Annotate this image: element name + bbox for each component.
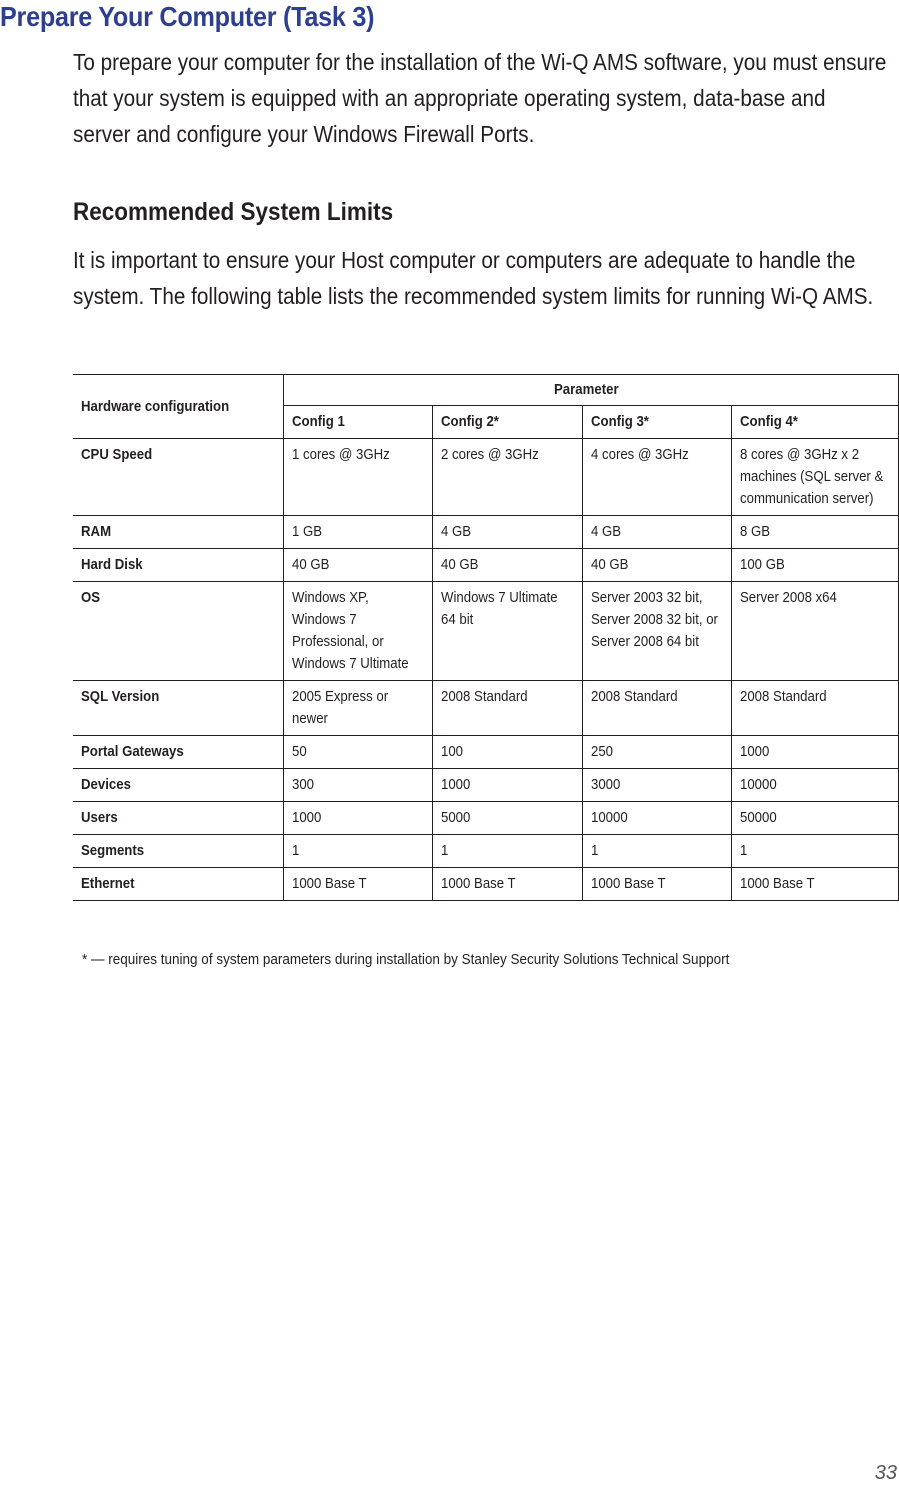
table-cell: 8 cores @ 3GHz x 2 machines (SQL server & communication server) [731,439,898,516]
table-cell: 1000 Base T [283,868,432,901]
table-cell: 50 [283,736,432,769]
row-label: Segments [73,835,283,868]
table-cell: 1000 Base T [582,868,731,901]
table-cell: 40 GB [283,549,432,582]
table-row [73,802,898,835]
table-body [73,439,898,901]
table-row [73,681,898,736]
row-label: Portal Gateways [73,736,283,769]
table-cell: 1 [731,835,898,868]
table-cell: 1 [582,835,731,868]
table-cell: 2008 Standard [731,681,898,736]
intro-paragraph: To prepare your computer for the installation of the Wi-Q AMS software, you must ensure that your system is equipped with an appropriate operating system, data-base and server and configure your Windows Firewall Ports. [73,49,887,147]
table-cell: 1 [283,835,432,868]
table-cell: Server 2003 32 bit, Server 2008 32 bit, or Server 2008 64 bit [582,582,731,681]
page-title: Prepare Your Computer (Task 3) [0,1,375,32]
table-cell: 2005 Express or newer [283,681,432,736]
row-label: Hard Disk [73,549,283,582]
table-row [73,516,898,549]
table-cell: 10000 [582,802,731,835]
page-number: 33 [874,1462,897,1484]
row-label: OS [73,582,283,681]
table-row [73,736,898,769]
system-limits-table [73,374,899,901]
config-3-header: Config 3* [582,406,731,439]
table-cell: 1000 [432,769,582,802]
table-cell: Server 2008 x64 [731,582,898,681]
table-cell: 10000 [731,769,898,802]
table-cell: Windows 7 Ultimate 64 bit [432,582,582,681]
table-header-row [73,375,898,406]
table-cell: Windows XP, Windows 7 Professional, or Windows 7 Ultimate [283,582,432,681]
table-cell: 1 GB [283,516,432,549]
table-cell: 4 cores @ 3GHz [582,439,731,516]
table-row [73,868,898,901]
parameter-header: Parameter [283,375,898,406]
row-label: Devices [73,769,283,802]
table-row [73,769,898,802]
table-cell: 300 [283,769,432,802]
section-heading: Recommended System Limits [73,198,394,226]
table-row [73,835,898,868]
table-cell: 1000 [283,802,432,835]
table-cell: 1000 Base T [731,868,898,901]
table-cell: 100 GB [731,549,898,582]
table-cell: 1 cores @ 3GHz [283,439,432,516]
table-cell: 40 GB [582,549,731,582]
table-cell: 4 GB [582,516,731,549]
row-label: CPU Speed [73,439,283,516]
table-cell: 1 [432,835,582,868]
table-cell: 8 GB [731,516,898,549]
table-cell: 2008 Standard [582,681,731,736]
table-cell: 5000 [432,802,582,835]
table-cell: 50000 [731,802,898,835]
config-2-header: Config 2* [432,406,582,439]
table-cell: 100 [432,736,582,769]
table-row [73,439,898,516]
table-cell: 250 [582,736,731,769]
table-footnote: * — requires tuning of system parameters during installation by Stanley Security Solutions Technical Support [82,951,730,968]
table-cell: 1000 Base T [432,868,582,901]
table-cell: 2008 Standard [432,681,582,736]
table-row [73,549,898,582]
row-label: Users [73,802,283,835]
row-label: RAM [73,516,283,549]
hardware-configuration-header: Hardware configuration [73,375,283,439]
table-cell: 3000 [582,769,731,802]
row-label: Ethernet [73,868,283,901]
table-cell: 4 GB [432,516,582,549]
table-cell: 1000 [731,736,898,769]
table-cell: 40 GB [432,549,582,582]
row-label: SQL Version [73,681,283,736]
section-paragraph: It is important to ensure your Host computer or computers are adequate to handle the system. The following table lists the recommended system limits for running Wi-Q AMS. [73,247,874,309]
table-row [73,582,898,681]
config-1-header: Config 1 [283,406,432,439]
table-cell: 2 cores @ 3GHz [432,439,582,516]
config-4-header: Config 4* [731,406,898,439]
